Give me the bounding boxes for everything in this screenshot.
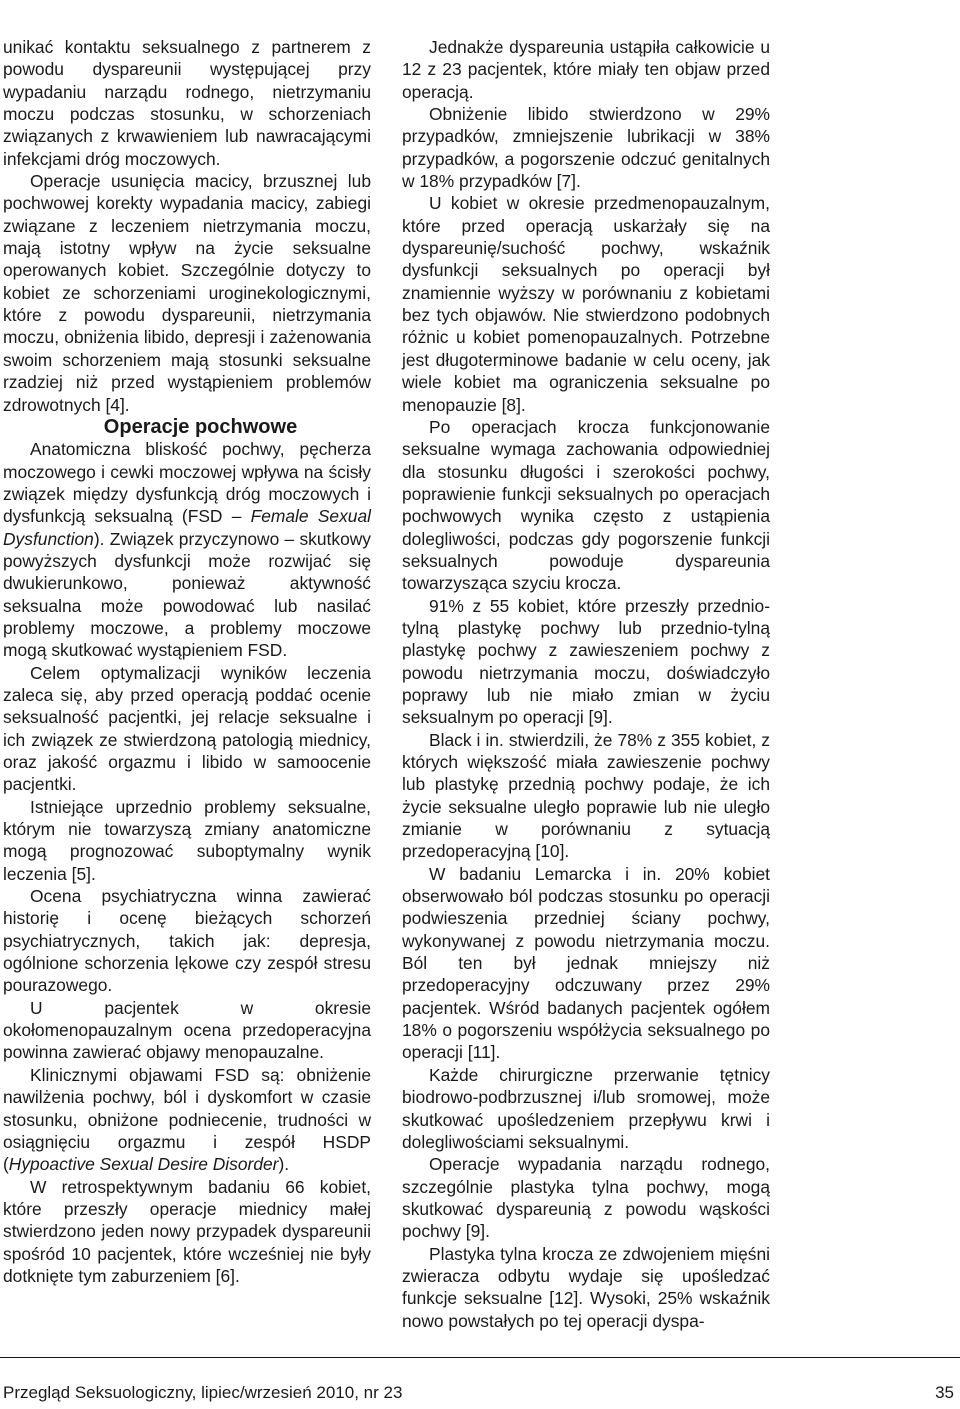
text-run: Klinicznymi objawami FSD są: obniżenie nawilżenia pochwy, ból i dyskomfort w czasie stosunku, obniżone podniecenie, trudności w osiągnięciu orgazmu i zespół HSDP ( — [3, 1064, 371, 1175]
paragraph: Obniżenie libido stwierdzono w 29% przypadków, zmniejszenie lubrikacji w 38% przypadków, a pogorszenie odczuć genitalnych w 18% przypadków [7]. — [402, 104, 770, 192]
italic-term: Hypoactive Sexual Desire Disorder — [8, 1154, 279, 1175]
italic-term: Female Sexual Dysfunction — [3, 506, 371, 549]
paragraph: Istniejące uprzednio problemy seksualne, którym nie towarzyszą zmiany anatomiczne mogą prognozować suboptymalny wynik leczenia [5]. — [3, 796, 371, 884]
section-heading: Operacje pochwowe — [103, 415, 298, 438]
paragraph: Po operacjach krocza funkcjonowanie seksualne wymaga zachowania odpowiedniej dla stosunku długości i szerokości pochwy, poprawienie funkcji seksualnych po operacjach pochwowych wynika często z ustąpienia dolegliwości, podczas gdy pogorszenie funkcji seksualnych powoduje dyspareunia towarzysząca szyciu krocza. — [402, 416, 770, 594]
paragraph: Operacje wypadania narządu rodnego, szczególnie plastyka tylna pochwy, mogą skutkować dyspareunią z powodu wąskości pochwy [9]. — [402, 1154, 770, 1242]
paragraph: 91% z 55 kobiet, które przeszły przednio-tylną plastykę pochwy lub przednio-tylną plastykę pochwy z zawieszeniem pochwy z powodu nietrzymania moczu, doświadczyło poprawy lub nie miało zmian w życiu seksualnym po operacji [9]. — [402, 595, 770, 728]
paragraph: Plastyka tylna krocza ze zdwojeniem mięśni zwieracza odbytu wydaje się upośledzać funkcje seksualne [12]. Wysoki, 25% wskaźnik nowo powstałych po tej operacji dyspa- — [402, 1243, 770, 1331]
paragraph: Black i in. stwierdzili, że 78% z 355 kobiet, z których większość miała zawieszenie pochwy lub plastykę przednią pochwy podaje, że ich życie seksualne uległo poprawie lub nie uległo zmianie w porównaniu z sytuacją przedoperacyjną [10]. — [402, 729, 770, 862]
text-run: ). — [278, 1154, 290, 1175]
footer-divider — [0, 1357, 960, 1358]
paragraph — [3, 438, 371, 661]
footer-journal: Przegląd Seksuologiczny, lipiec/wrzesień 2010, nr 23 — [3, 1383, 403, 1402]
paragraph: Ocena psychiatryczna winna zawierać historię i ocenę bieżących schorzeń psychiatrycznych, takich jak: depresja, ogólnione schorzenia lękowe czy zespół stresu pourazowego. — [3, 886, 371, 996]
left-column — [3, 36, 371, 1287]
text-run: ). Związek przyczynowo – skutkowy powyższych dysfunkcji może rozwijać się dwukierunkowo, ponieważ aktywność seksualna może powodować lub nasilać problemy moczowe, a problemy moczowe mogą skutkować wystąpieniem FSD. — [3, 528, 371, 661]
paragraph: W badaniu Lemarcka i in. 20% kobiet obserwowało ból podczas stosunku po operacji podwieszenia przedniej ściany pochwy, wykonywanej z powodu nietrzymania moczu. Ból ten był jednak mniejszy niż przedoperacyjny odczuwany przez 29% pacjentek. Wśród badanych pacjentek ogółem 18% o pogorszeniu współżycia seksualnego po operacji [11]. — [402, 863, 770, 1063]
paragraph: U pacjentek w okresie okołomenopauzalnym ocena przedoperacyjna powinna zawierać objawy menopauzalne. — [3, 997, 371, 1063]
paragraph — [3, 1064, 371, 1176]
paragraph: Operacje usunięcia macicy, brzusznej lub pochwowej korekty wypadania macicy, zabiegi związane z leczeniem nietrzymania moczu, mają istotny wpływ na życie seksualne operowanych kobiet. Szczególnie dotyczy to kobiet ze schorzeniami uroginekologicznymi, które z powodu dyspareunii, nietrzymania moczu, obniżenia libido, depresji i zażenowania swoim schorzeniem mają stosunki seksualne rzadziej niż przed wystąpieniem problemów zdrowotnych [4]. — [3, 171, 371, 415]
paragraph: unikać kontaktu seksualnego z partnerem z powodu dyspareunii występującej przy wypadaniu narządu rodnego, nietrzymaniu moczu podczas stosunku, w schorzeniach związanych z krwawieniem lub nawracającymi infekcjami dróg moczowych. — [3, 37, 371, 169]
paragraph: Celem optymalizacji wyników leczenia zaleca się, aby przed operacją poddać ocenie seksualność pacjentki, jej relacje seksualne i ich związek ze stwierdzoną patologią miednicy, oraz jakość orgazmu i libido w samoocenie pacjentki. — [3, 662, 371, 795]
right-column — [402, 36, 770, 1332]
paragraph: Jednakże dyspareunia ustąpiła całkowicie u 12 z 23 pacjentek, które miały ten objaw przed operacją. — [402, 37, 770, 102]
page-number: 35 — [935, 1383, 954, 1402]
paragraph: U kobiet w okresie przedmenopauzalnym, które przed operacją uskarżały się na dyspareunię/suchość pochwy, wskaźnik dysfunkcji seksualnych po operacji był znamiennie wyższy w porównaniu z kobietami bez tych objawów. Nie stwierdzono podobnych różnic u kobiet pomenopauzalnych. Potrzebne jest długoterminowe badanie w celu oceny, jak wiele kobiet ma ograniczenia seksualne po menopauzie [8]. — [402, 193, 770, 415]
paragraph: Każde chirurgiczne przerwanie tętnicy biodrowo-podbrzusznej i/lub sromowej, może skutkować upośledzeniem przepływu krwi i dolegliwościami seksualnymi. — [402, 1064, 770, 1152]
paragraph: W retrospektywnym badaniu 66 kobiet, które przeszły operacje miednicy małej stwierdzono jeden nowy przypadek dyspareunii spośród 10 pacjentek, które wcześniej nie były dotknięte tym zaburzeniem [6]. — [3, 1176, 371, 1286]
text-run: Anatomiczna bliskość pochwy, pęcherza moczowego i cewki moczowej wpływa na ścisły związek między dysfunkcją dróg moczowych i dysfunkcją seksualną (FSD – — [3, 439, 371, 527]
